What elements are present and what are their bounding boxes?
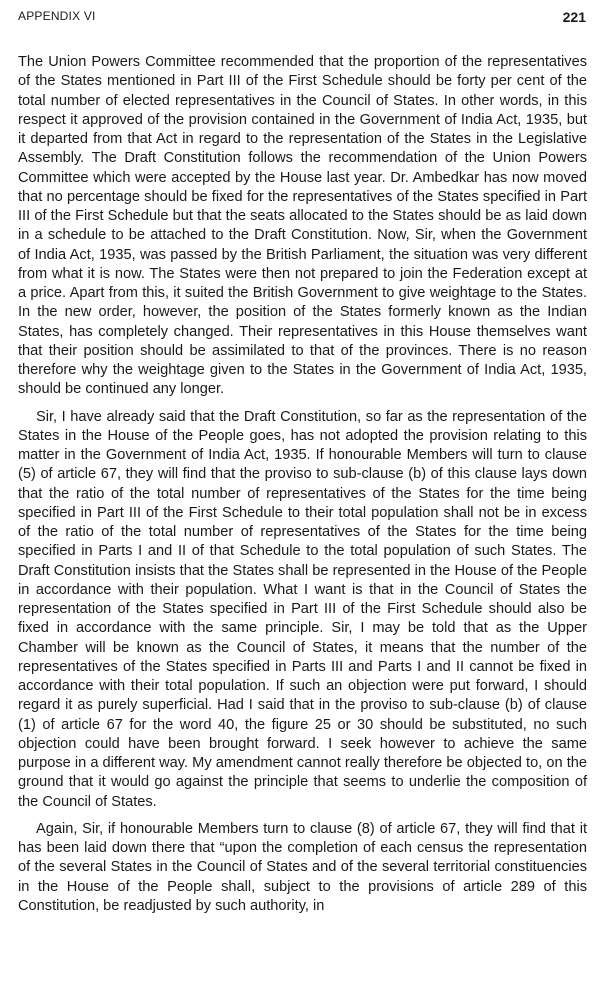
page-header: [18, 9, 586, 29]
running-head: APPENDIX VI: [18, 9, 96, 23]
body-text: [18, 53, 587, 916]
paragraph-census-readjustment: Again, Sir, if honourable Members turn to clause (8) of article 67, they will find that it has been laid down there that “upon the completion of each census the representation of the several States in the Council of States and of the several territorial constituencies in the House of the People shall, subject to the provisions of article 289 of this Constitution, be readjusted by such authority, in: [18, 820, 587, 914]
page-number: 221: [562, 9, 586, 25]
paragraph-draft-constitution-representation: Sir, I have already said that the Draft Constitution, so far as the representation of the States in the House of the People goes, has not adopted the provision relating to this matter in the Government of India Act, 1935. If honourable Members will turn to clause (5) of article 67, they will find that the proviso to sub-clause (b) of this clause lays down that the ratio of the total number of representatives of the States for the time being specified in Part III of the First Schedule to their total population shall not be in excess of the ratio of the total number of representatives of the States for the time being specified in Parts I and II of that Schedule to the total population of such States. The Draft Constitution insists that the States shall be represented in the House of the People in accordance with their population. What I want is that in the Council of States the representation of the States specified in Part III of the First Schedule should also be fixed in accordance with the same principle. Sir, I may be told that as the Upper Chamber will be known as the Council of States, it means that the number of the representatives of the States specified in Parts III and Parts I and II cannot be fixed in accordance with their total population. If such an objection were put forward, I should regard it as purely superficial. Had I said that in the proviso to sub-clause (b) of clause (1) of article 67 for the word 40, the figure 25 or 30 should be substituted, no such objection could have been brought forward. I seek however to achieve the same purpose in a different way. My amendment cannot really therefore be objected to, on the ground that it would go against the principle that seems to underlie the composition of the Council of States.: [18, 408, 587, 810]
paragraph-union-powers-committee: The Union Powers Committee recommended that the proportion of the representatives of the States mentioned in Part III of the First Schedule should be forty per cent of the total number of elected representatives in the Council of States. In other words, in this respect it approved of the provision contained in the Government of India Act, 1935, but it departed from that Act in regard to the representation of the States in the Legislative Assembly. The Draft Constitution follows the recommendation of the Union Powers Committee which were accepted by the House last year. Dr. Ambedkar has now moved that no percentage should be fixed for the representatives of the States specified in Part III of the First Schedule but that the seats allocated to the States should be as laid down in a schedule to be attached to the Draft Constitution. Now, Sir, when the Government of India Act, 1935, was passed by the British Parliament, the situation was very different from what it is now. The States were then not prepared to join the Federation except at a price. Apart from this, it suited the British Government to give weightage to the States. In the new order, however, the position of the States formerly known as the Indian States, has completely changed. Their representatives in this House themselves want that their position should be assimilated to that of the provinces. There is no reason therefore why the weightage given to the States in the Government of India Act, 1935, should be continued any longer.: [18, 54, 587, 398]
